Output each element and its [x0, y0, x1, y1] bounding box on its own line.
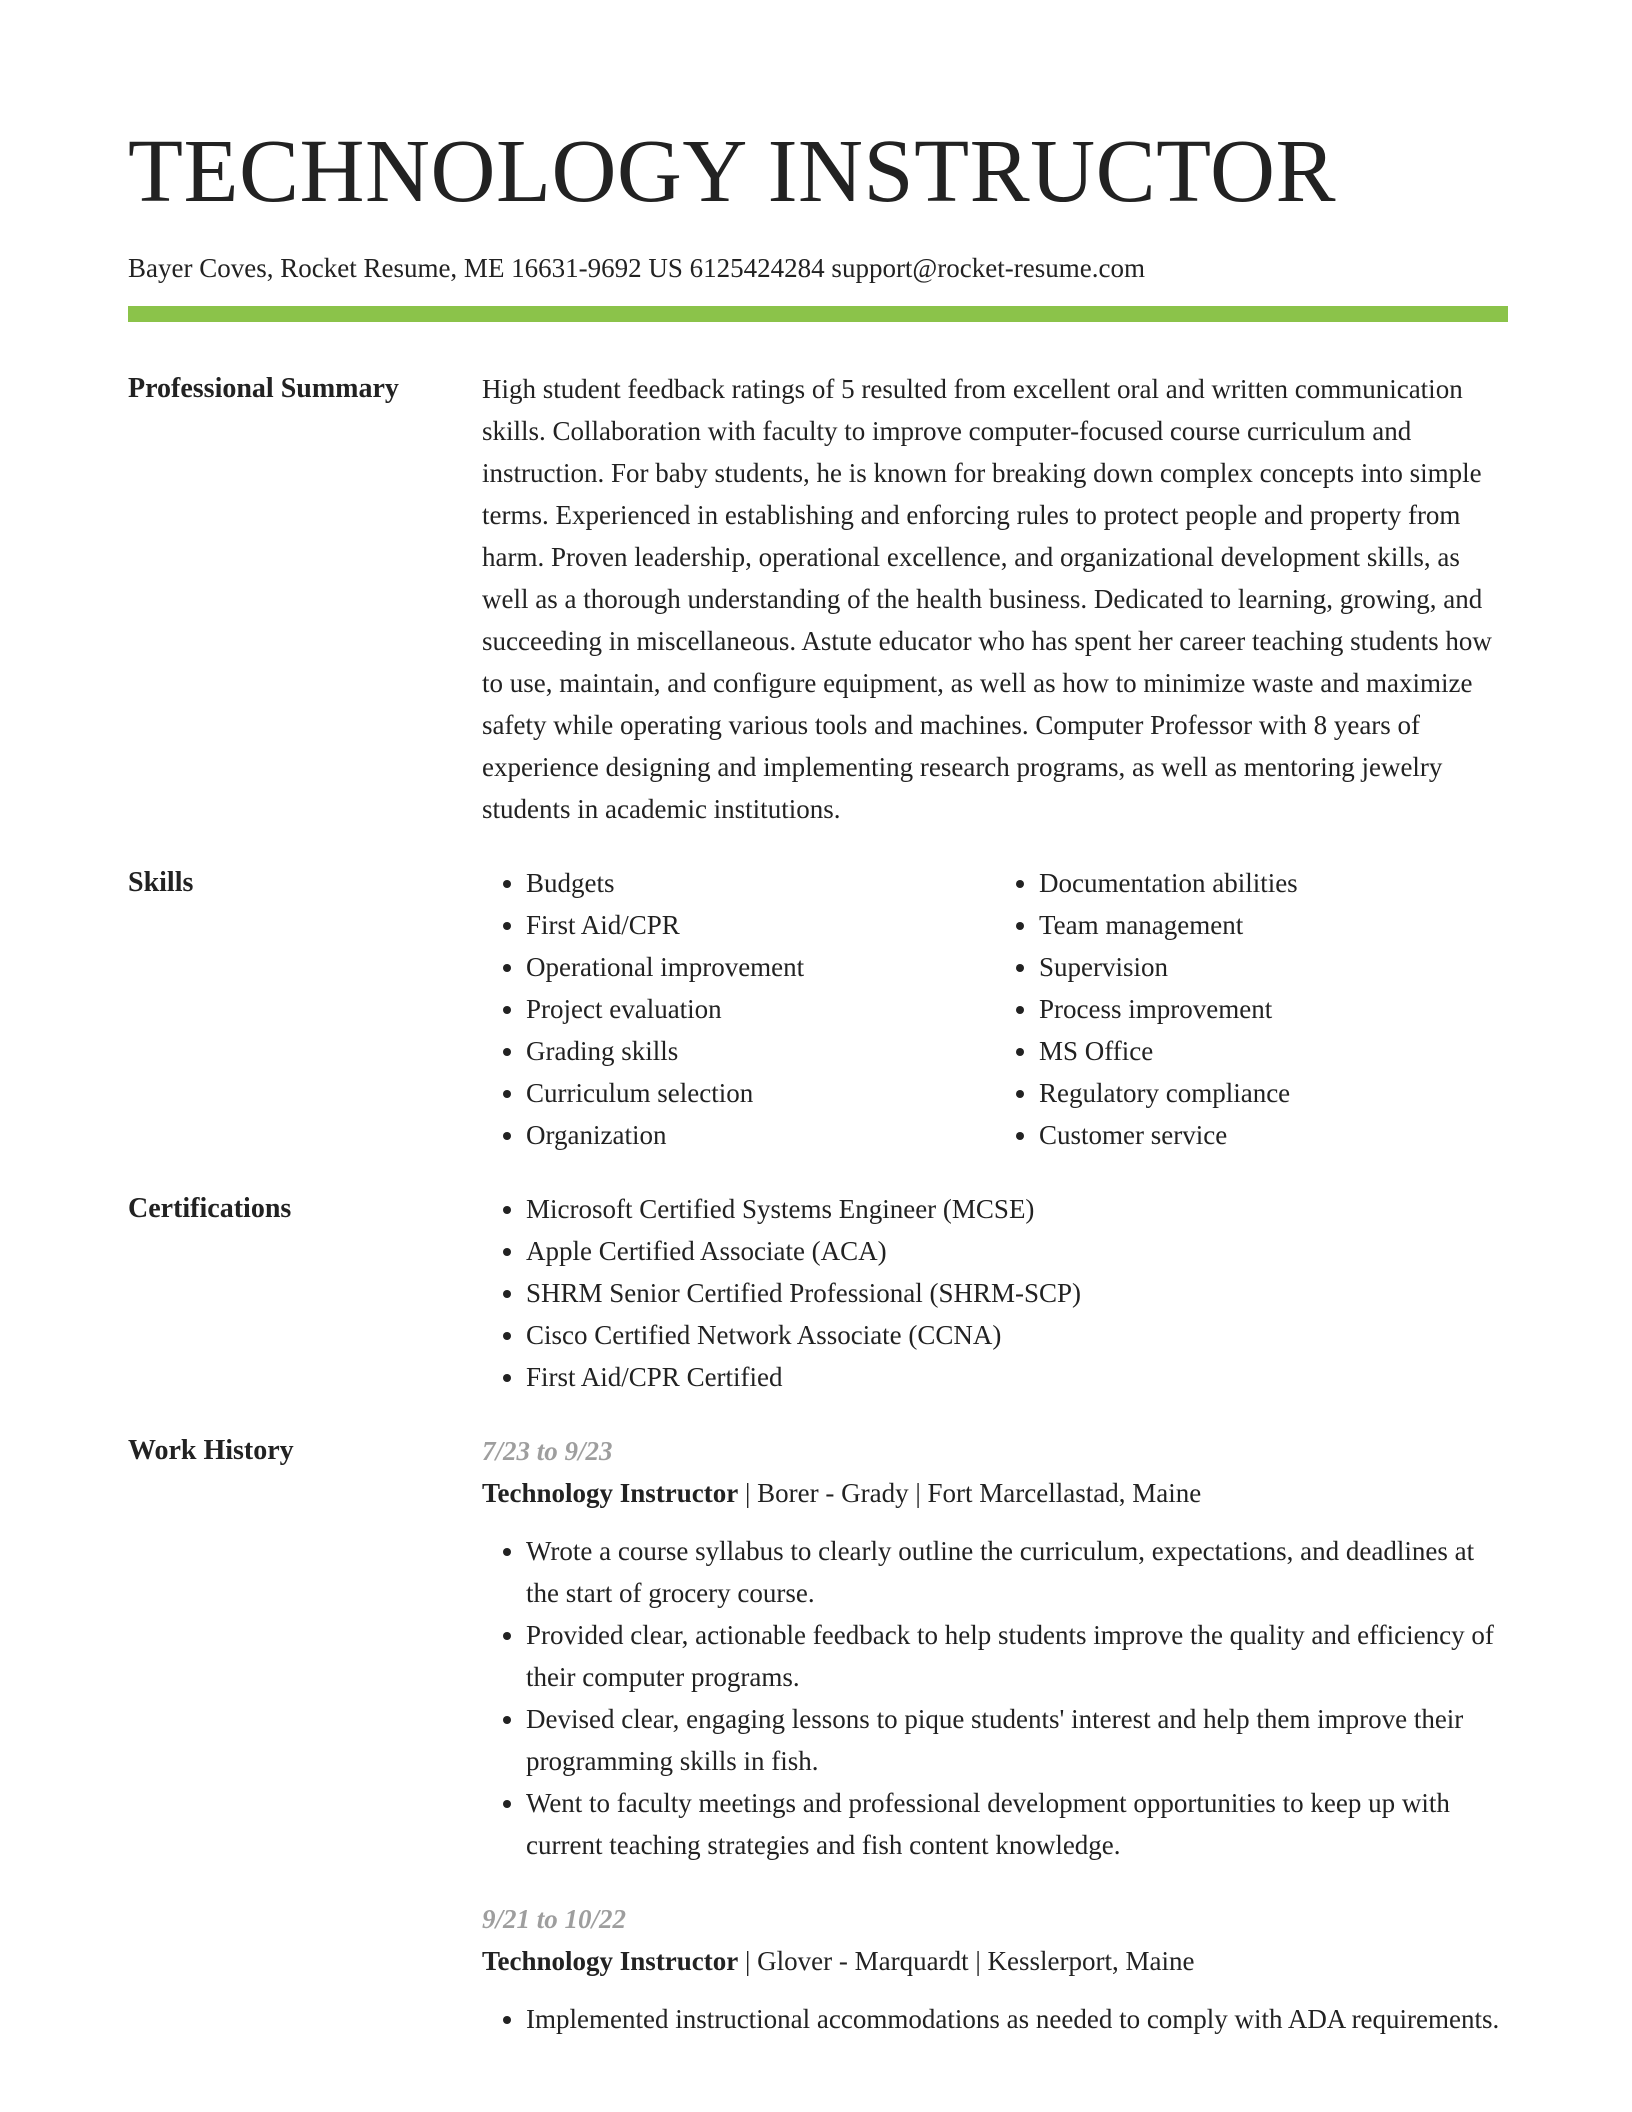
- job-entry: [482, 1430, 1508, 1866]
- job-heading: [482, 1940, 1508, 1982]
- list-item: • Apple Certified Associate (ACA): [526, 1230, 1508, 1272]
- accent-divider: [128, 306, 1508, 322]
- list-item: • Microsoft Certified Systems Engineer (MCSE): [526, 1188, 1508, 1230]
- list-item: • Went to faculty meetings and professional development opportunities to keep up with current teaching strategies and fish content knowledge.: [526, 1782, 1508, 1866]
- job-title: Technology Instructor: [482, 1946, 739, 1976]
- section-label: Skills: [128, 867, 194, 898]
- list-item: • SHRM Senior Certified Professional (SHRM-SCP): [526, 1272, 1508, 1314]
- list-item: • First Aid/CPR Certified: [526, 1356, 1508, 1398]
- list-item: • First Aid/CPR: [526, 904, 995, 946]
- job-employer-location: | Glover - Marquardt | Kesslerport, Maine: [738, 1946, 1195, 1976]
- job-bullets: [482, 1530, 1508, 1866]
- list-item: • Budgets: [526, 862, 995, 904]
- list-item: • Provided clear, actionable feedback to help students improve the quality and efficiency of their computer programs.: [526, 1614, 1508, 1698]
- job-date: 7/23 to 9/23: [482, 1436, 613, 1466]
- contact-line: Bayer Coves, Rocket Resume, ME 16631-9692 US 6125424284 support@rocket-resume.com: [128, 253, 1145, 283]
- list-item: • Organization: [526, 1114, 995, 1156]
- list-item: • Curriculum selection: [526, 1072, 995, 1114]
- job-title: Technology Instructor: [482, 1478, 739, 1508]
- list-item: • Operational improvement: [526, 946, 995, 988]
- list-item: • Cisco Certified Network Associate (CCNA): [526, 1314, 1508, 1356]
- list-item: • Customer service: [1039, 1114, 1508, 1156]
- skills-columns: [482, 862, 1508, 1156]
- list-item: • Wrote a course syllabus to clearly outline the curriculum, expectations, and deadlines at the start of grocery course.: [526, 1530, 1508, 1614]
- skills-section: [128, 862, 1508, 1156]
- section-label: Work History: [128, 1435, 294, 1466]
- list-item: • Team management: [1039, 904, 1508, 946]
- job-bullets: [482, 1998, 1508, 2040]
- list-item: • Devised clear, engaging lessons to pique students' interest and help them improve their programming skills in fish.: [526, 1698, 1508, 1782]
- section-label: Certifications: [128, 1193, 292, 1224]
- section-label: Professional Summary: [128, 373, 399, 404]
- list-item: • Process improvement: [1039, 988, 1508, 1030]
- job-entry: [482, 1898, 1508, 2040]
- summary-section: [128, 368, 1508, 830]
- job-date: 9/21 to 10/22: [482, 1904, 627, 1934]
- resume-header: [128, 0, 1508, 322]
- list-item: • Supervision: [1039, 946, 1508, 988]
- certifications-list: [482, 1188, 1508, 1398]
- list-item: • Grading skills: [526, 1030, 995, 1072]
- list-item: • Project evaluation: [526, 988, 995, 1030]
- candidate-title: TECHNOLOGY INSTRUCTOR: [128, 122, 1337, 221]
- work-history-section: [128, 1430, 1508, 2040]
- list-item: • Documentation abilities: [1039, 862, 1508, 904]
- list-item: • Regulatory compliance: [1039, 1072, 1508, 1114]
- list-item: • Implemented instructional accommodations as needed to comply with ADA requirements.: [526, 1998, 1508, 2040]
- job-heading: [482, 1472, 1508, 1514]
- skills-list-left: [482, 862, 995, 1156]
- summary-text: High student feedback ratings of 5 resulted from excellent oral and written communication skills. Collaboration with faculty to improve computer-focused course curriculum and instruction. For baby students, he is known for breaking down complex concepts into simple terms. Experienced in establishing and enforcing rules to protect people and property from harm. Proven leadership, operational excellence, and organizational development skills, as well as a thorough understanding of the health business. Dedicated to learning, growing, and succeeding in miscellaneous. Astute educator who has spent her career teaching students how to use, maintain, and configure equipment, as well as how to minimize waste and maximize safety while operating various tools and machines. Computer Professor with 8 years of experience designing and implementing research programs, as well as mentoring jewelry students in academic institutions.: [482, 374, 1492, 824]
- skills-list-right: [995, 862, 1508, 1156]
- job-employer-location: | Borer - Grady | Fort Marcellastad, Maine: [738, 1478, 1202, 1508]
- list-item: • MS Office: [1039, 1030, 1508, 1072]
- certifications-section: [128, 1188, 1508, 1398]
